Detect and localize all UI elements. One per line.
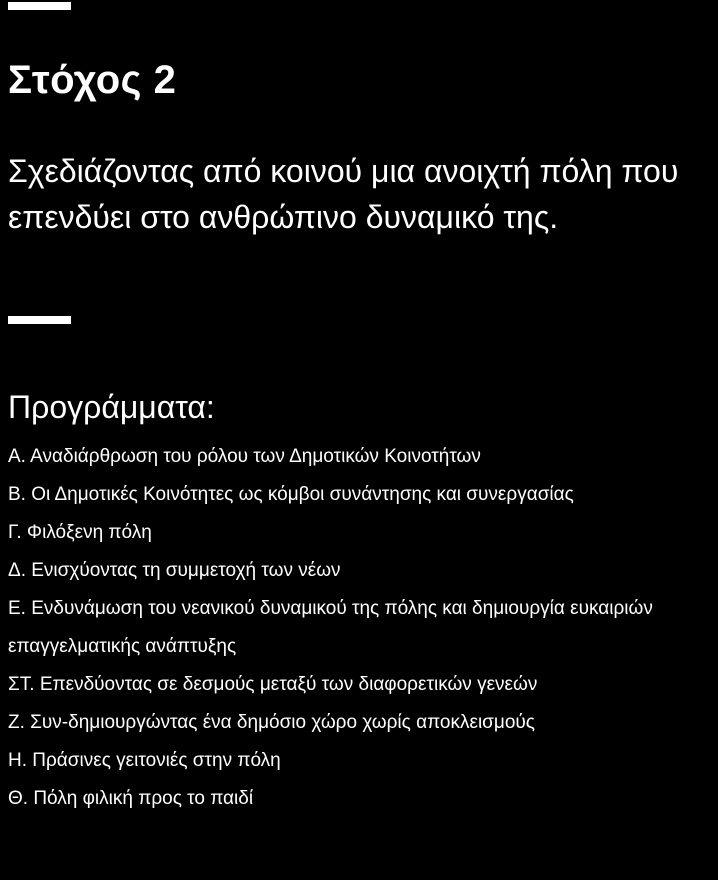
goal-description: Σχεδιάζοντας από κοινού μια ανοιχτή πόλη που επενδύει στο ανθρώπινο δυναμικό της. — [8, 153, 679, 235]
goal-title: Στόχος 2 — [8, 58, 177, 102]
program-item-c: Γ. Φιλόξενη πόλη — [8, 522, 152, 543]
program-item-th: Θ. Πόλη φιλική προς το παιδί — [8, 788, 254, 809]
program-item-st: ΣΤ. Επενδύοντας σε δεσμούς μεταξύ των διαφορετικών γενεών — [8, 674, 538, 695]
program-item-z: Ζ. Συν-δημιουργώντας ένα δημόσιο χώρο χωρίς αποκλεισμούς — [8, 712, 535, 733]
programs-list — [8, 438, 714, 818]
program-item-a: Α. Αναδιάρθρωση του ρόλου των Δημοτικών Κοινοτήτων — [8, 446, 481, 467]
top-divider — [8, 2, 71, 10]
program-item-b: Β. Οι Δημοτικές Κοινότητες ως κόμβοι συνάντησης και συνεργασίας — [8, 484, 574, 505]
section-divider — [8, 316, 71, 324]
program-item-d: Δ. Ενισχύοντας τη συμμετοχή των νέων — [8, 560, 341, 581]
program-item-e: Ε. Ενδυνάμωση του νεανικού δυναμικού της πόλης και δημιουργία ευκαιριών επαγγελματικής ανάπτυξης — [8, 598, 653, 657]
program-item-h: Η. Πράσινες γειτονιές στην πόλη — [8, 750, 281, 771]
programs-heading: Προγράμματα: — [8, 389, 215, 425]
